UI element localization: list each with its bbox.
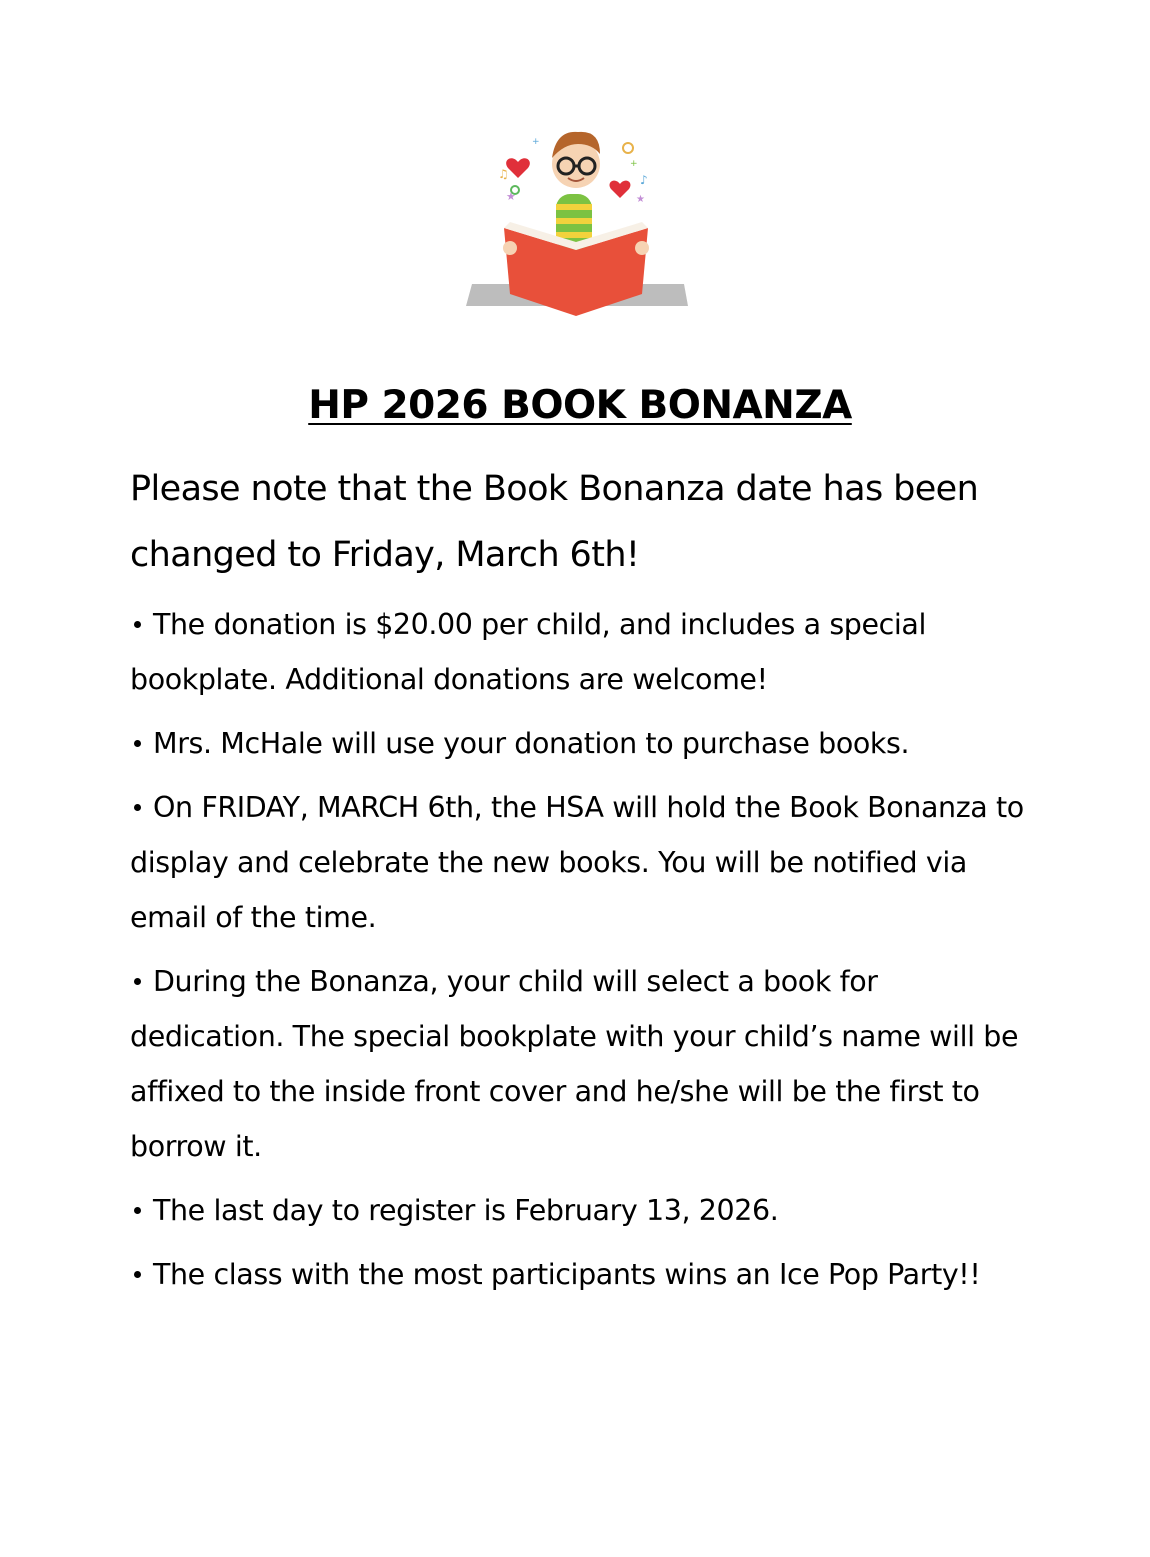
list-item <box>130 1247 1030 1302</box>
svg-text:+: + <box>532 137 540 147</box>
bullet-icon <box>134 740 141 747</box>
bullet-icon <box>134 1207 141 1214</box>
list-item-text: On FRIDAY, MARCH 6th, the HSA will hold the Book Bonanza to display and celebrate the new books. You will be notified via email of the time. <box>130 791 1024 934</box>
date-change-notice: Please note that the Book Bonanza date has been changed to Friday, March 6th! <box>130 469 979 575</box>
title-text: HP 2026 BOOK BONANZA <box>308 383 852 428</box>
svg-text:♪: ♪ <box>640 173 648 187</box>
list-item <box>130 954 1030 1174</box>
list-item <box>130 597 1030 707</box>
bullet-icon <box>134 804 141 811</box>
svg-text:+: + <box>630 159 638 169</box>
svg-text:♫: ♫ <box>498 167 509 181</box>
list-item-text: During the Bonanza, your child will select a book for dedication. The special bookplate with your child’s name will be affixed to the inside front cover and he/she will be the first to borrow it. <box>130 965 1019 1163</box>
bullet-icon <box>134 1271 141 1278</box>
svg-text:★: ★ <box>636 194 645 205</box>
list-item <box>130 780 1030 945</box>
list-item-text: The last day to register is February 13, 2026. <box>153 1194 779 1227</box>
list-item-text: The class with the most participants wins an Ice Pop Party!! <box>153 1258 981 1291</box>
list-item-text: The donation is $20.00 per child, and includes a special bookplate. Additional donations are welcome! <box>130 608 926 696</box>
list-item <box>130 716 1030 771</box>
svg-text:★: ★ <box>506 190 516 203</box>
page-title <box>0 383 1150 428</box>
list-item <box>130 1183 1030 1238</box>
info-list <box>130 597 1030 1311</box>
bullet-icon <box>134 621 141 628</box>
bullet-icon <box>134 978 141 985</box>
child-reading-book-icon <box>460 118 692 324</box>
list-item-text: Mrs. McHale will use your donation to purchase books. <box>153 727 910 760</box>
